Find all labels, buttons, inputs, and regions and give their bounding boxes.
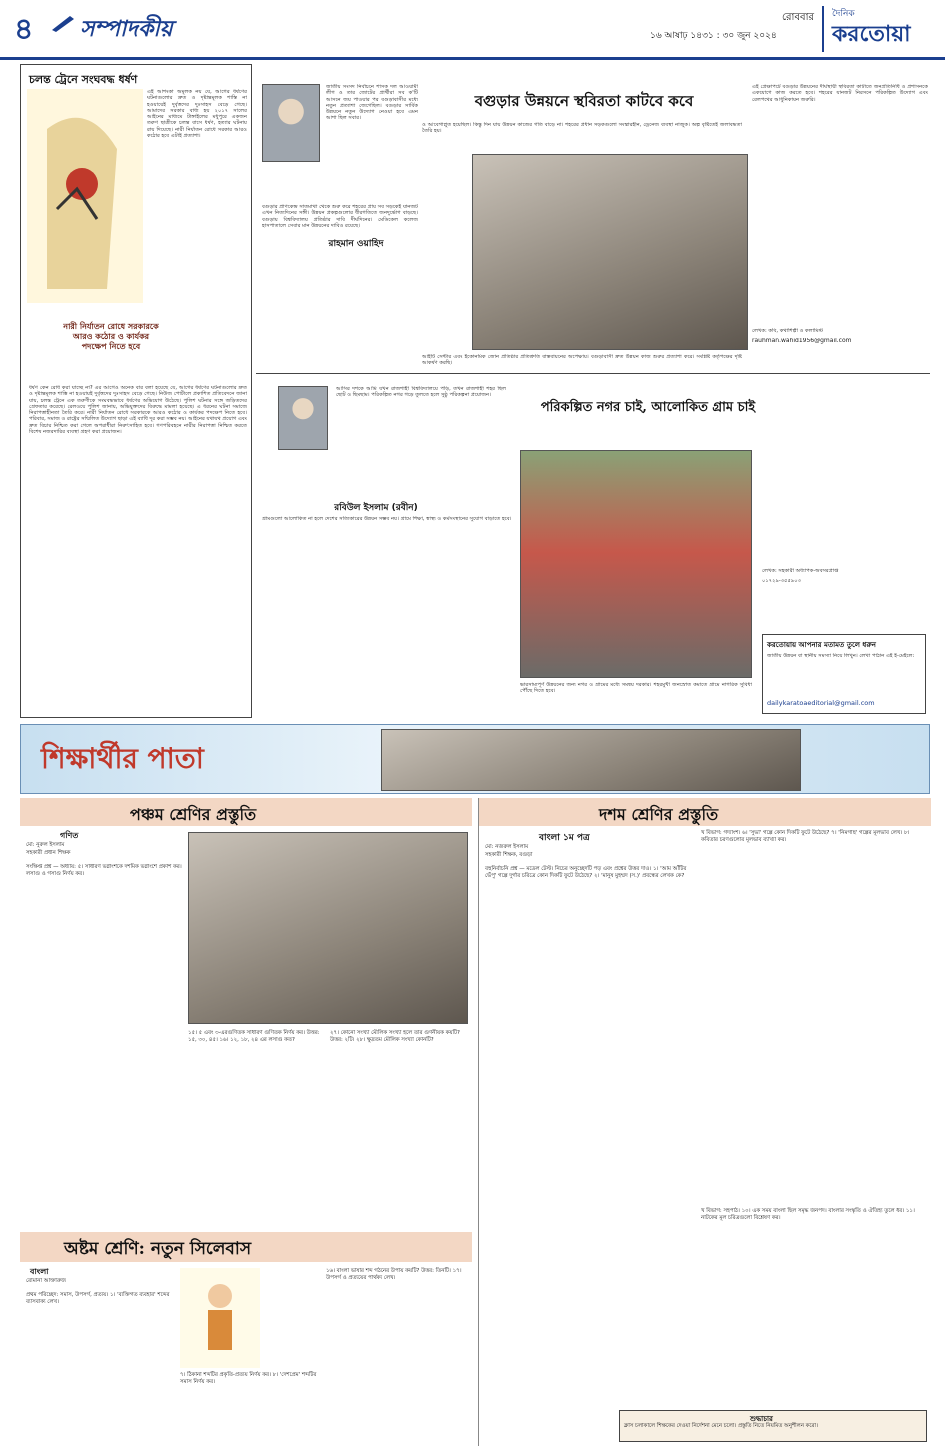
article-col-2: গ্রামগুলো আলোকিত না হলে দেশের সত্যিকারের উন্নয়ন সম্ভব নয়। গ্রামে শিক্ষা, স্বাস্থ্য ও কর্মসংস্থানের সুযোগ বাড়াতে হবে। (262, 516, 512, 522)
contact-email[interactable]: dailykaratoaeditorial@gmail.com (767, 699, 875, 707)
author-email: rauhman.wahid1956@gmail.com (752, 338, 852, 344)
class5-heading: পঞ্চম শ্রেণির প্রস্তুতি (130, 805, 257, 824)
class10-questions-2: খ বিভাগ: গদ্যাংশ। ৬। 'সুভা' গল্পে কোন দিকটি ফুটে উঠেছে? ৭। 'নিমগাছ' গল্পের মূলভাব লেখ। ৮। কবিতার চরণগুলোর মূলভাব ব্যাখ্যা কর। (701, 830, 910, 843)
page-number: ৪ (14, 12, 34, 47)
class8-questions-2: ৭। ঠিকানা শব্দটির প্রকৃতি-প্রত্যয় নির্ণয় কর। ৮। 'দেশপ্রেম' শব্দটির সমাস নির্ণয় কর। (180, 1372, 317, 1385)
class10-questions-3: খ বিভাগ: সহপাঠ। ১০। এক সময় বাংলা ছিল সমৃদ্ধ জনপদ। বাংলার সংস্কৃতি ও ঐতিহ্য তুলে ধর। ১১। নাটকের মূল চরিত্রগুলো বিশ্লেষণ কর। (701, 1208, 915, 1221)
author-photo (278, 386, 328, 450)
section-title: সম্পাদকীয় (80, 16, 173, 42)
avenue-photo (520, 450, 752, 678)
page-header (0, 0, 945, 60)
article-planned-city (256, 378, 930, 718)
article-body: ধর্ষণ কেন রোধ করা যাচ্ছে না? এর আগেও অনেক বার বলা হয়েছে যে, আগের ধর্ষণের ঘটনাগুলোর দ্রুত ও দৃষ্টান্তমূলক শাস্তি না হওয়ায়ই দুর্বৃত্তদের দুঃসাহস বেড়ে গেছে। নিউজ পোর্টালে প্রকাশিত প্রতিবেদনে জানা যায়, চলন্ত ট্রেনে এক তরুণীকে সংঘবদ্ধভাবে ধর্ষণের অভিযোগ উঠেছে। পুলিশ ঘটনার সঙ্গে জড়িতদের গ্রেফতার করেছে। রেলওয়ে পুলিশ জানায়, অভিযুক্তদের বিরুদ্ধে মামলা হয়েছে। এ ধরনের ঘটনা সমাজে নিরাপত্তাহীনতা তৈরি করে। নারী নির্যাতন রোধে সরকারকে আরও কঠোর ও কার্যকর পদক্ষেপ নিতে হবে। পরিবার, সমাজ ও রাষ্ট্রের সম্মিলিত উদ্যোগ ছাড়া এই ব্যাধি দূর করা সম্ভব নয়। আইনের যথাযথ প্রয়োগ এবং দ্রুত বিচার নিশ্চিত করা গেলে অপরাধীরা নিরুৎসাহিত হবে। গণপরিবহনে নারীর নিরাপত্তা নিশ্চিত করতে বিশেষ নজরদারির ব্যবস্থা গ্রহণ করা প্রয়োজন। (29, 385, 247, 436)
article-col-1: জাতীয় সংসদ নির্বাচনে শাসক দল আওয়ামী লীগ ও তার জোটের প্রার্থীরা সব ক'টি আসনে জয় পাওয়ার পর বগুড়াবাসীর মধ্যে নতুন প্রত্যাশা জেগেছিল। বগুড়ার সার্বিক উন্নয়নে নতুন উদ্যোগ নেওয়া হবে এমন আশা ছিল সবার। (326, 84, 418, 122)
contact-body: জাতীয় উন্নয়ন বা স্থানীয় সমস্যা নিয়ে লিখুন। লেখা পাঠান এই ই-মেইলে: (767, 653, 915, 659)
article-col-1: আসির দশকে আমি যখন রাজশাহী বিশ্ববিদ্যালয়ে পড়ি, তখন রাজশাহী শহর ছিল ছোট ও ছিমছাম। পরিকল্পিত নগর গড়ে তুলতে হলে সুষ্ঠু পরিকল্পনা প্রয়োজন। (336, 386, 506, 399)
class10-heading: দশম শ্রেণির প্রস্তুতি (599, 805, 719, 824)
class5-section (20, 798, 472, 1228)
illustration-image (27, 89, 143, 303)
article-title: চলন্ত ট্রেনে সংঘবদ্ধ ধর্ষণ (29, 73, 138, 86)
notice-body: ক্লাস চলাকালে শিক্ষকের দেওয়া নির্দেশনা মেনে চলো। প্রস্তুতি নিতে নিয়মিত অনুশীলন করো। (624, 1423, 819, 1429)
author-footer: লেখক: সহকারী অধ্যাপক-অবসরপ্রাপ্ত (762, 568, 839, 574)
banner-title: শিক্ষার্থীর পাতা (41, 742, 204, 775)
contact-title: করতোয়ায় আপনার মতামত তুলে ধরুন (767, 640, 876, 649)
article-col-4: আইটি সেন্টার এবং ইকোনমিক জোন প্রতিষ্ঠার প্রতিশ্রুতি বাস্তবায়নের অপেক্ষায়। বগুড়াবাসী দ্রুত উন্নয়ন কাজ শুরুর প্রত্যাশা করে। সংশ্লিষ্ট কর্তৃপক্ষের দৃষ্টি আকর্ষণ করছি। (422, 354, 742, 367)
weekday: রোববার (782, 12, 814, 23)
article-train-assault (20, 64, 252, 718)
author-photo (262, 84, 320, 162)
pen-icon (50, 14, 76, 32)
logo-small: দৈনিক (832, 9, 855, 19)
class5-questions-2: ১৫। ৫ এবং ৩-এরগুণিতক সাধারণ গুণিতক নির্ণয় কর। উত্তর: ১৫, ৩০, ৪৫। ১৬। ১২, ১৮, ২৪ এর লসাগু কত? (188, 1030, 320, 1043)
article-title: বগুড়ার উন্নয়নে স্থবিরতা কাটবে কবে (474, 92, 694, 110)
class8-questions-1: প্রথম পরিচ্ছেদ: সমাস, উপসর্গ, প্রত্যয়। ১। 'ব্যক্তিগত ব্যবহার' শব্দের ব্যাসবাক্য লেখ। (26, 1292, 170, 1305)
author-footer: লেখক: কবি, কথাশিল্পী ও কলামিস্ট (752, 328, 824, 334)
class10-questions-1: বহুনির্বাচনি প্রশ্ন — মডেল টেস্ট। নিচের অনুচ্ছেদটি পড় এবং প্রশ্নের উত্তর দাও। ১। 'আম আঁটির ভেঁপু' গল্পে দুর্গার চরিত্রে কোন দিকটি ফুটে উঠেছে? ২। 'মানুষ মুহম্মদ (স.)' প্রবন্ধের লেখক কে? (485, 866, 687, 879)
masthead-logo (822, 6, 940, 52)
class8-section (20, 1232, 472, 1446)
article-bogura-development (256, 64, 930, 374)
class8-questions-3: ১৬। বাংলা ভাষার শব্দ গঠনের উপায় কয়টি? উত্তর: তিনটি। ১৭। উপসর্গ ও প্রত্যয়ের পার্থক্য লেখ। (326, 1268, 462, 1281)
issue-date: ১৬ আষাঢ় ১৪৩১ : ৩০ জুন ২০২৪ (650, 31, 777, 41)
student-page-banner (20, 724, 930, 794)
notice-title: শুদ্ধাচার (750, 1414, 773, 1423)
article-col-2: বগুড়ার প্রাণকেন্দ্র সাতমাথা থেকে শুরু করে শহরের প্রায় সব সড়কেই যানজট এখন নিত্যদিনের সঙ্গী। উন্নয়ন প্রকল্পগুলোর ধীরগতিতে জনদুর্ভোগ বাড়ছে। বগুড়ায় বিশ্ববিদ্যালয় প্রতিষ্ঠার দাবি দীর্ঘদিনের। মেডিকেল কলেজ হাসপাতালে সেবার মান উন্নয়নের দাবিও রয়েছে। (262, 204, 418, 229)
cartoon-illustration (180, 1268, 260, 1368)
author-name: রবিউল ইসলাম (রবীন) (334, 503, 418, 513)
class5-subject: গণিত (60, 830, 79, 840)
author-phone: ০১৭২৯-৩৫৫৯০৩ (762, 578, 801, 584)
article-col-3: ভারসাম্যপূর্ণ উন্নয়নের জন্য নগর ও গ্রামের মধ্যে সমন্বয় দরকার। শহরমুখী জনস্রোত কমাতে গ্রামে নাগরিক সুবিধা পৌঁছে দিতে হবে। (520, 682, 752, 695)
class5-questions-1: সংক্ষিপ্ত প্রশ্ন — অধ্যায়: ৫। সাধারণ ভগ্নাংশকে দশমিক ভগ্নাংশে প্রকাশ কর। লসাগু ও গসাগু নির্ণয় কর। (26, 864, 182, 877)
class10-teacher: মো: নজরুল ইসলাম (485, 844, 529, 850)
opinion-contact-box (762, 634, 926, 714)
article-col-3: ও আবেগাপ্লুত হয়েছিল। কিন্তু দিন যায় উন্নয়ন কাজের গতি বাড়ে না। শহরের প্রধান সড়কগুলো সংস্কারহীন, ড্রেনেজ ব্যবস্থা নাজুক। অল্প বৃষ্টিতেই জলাবদ্ধতা তৈরি হয়। (422, 122, 742, 135)
students-reading-photo (188, 832, 468, 1024)
class8-subject: বাংলা (30, 1266, 49, 1276)
class5-school: সহকারী প্রধান শিক্ষক (26, 850, 71, 856)
article-intro: এই আশংকা অমূলক নয় যে, আগের ধর্ষণের ঘটনাগুলোর দ্রুত ও দৃষ্টান্তমূলক শাস্তি না হওয়ায়েই দুর্বৃত্তদের দুঃসাহস বেড়ে গেছে। আমাদের সরকার বাধ্য হয় ২০১৭ সালের আইনের মাধ্যমে টাঙ্গাইলের মধুপুরে একজন তরুণ ছাত্রীকে চলন্ত বাসে ধর্ষণ, হত্যার ঘটনায় রায় দিয়েছে। নারী নির্যাতন রোধে সরকার আরও কঠোর হবে এটাই প্রত্যাশা। (147, 89, 247, 140)
class10-school: সহকারী শিক্ষক, বগুড়া (485, 852, 533, 858)
notice-box (619, 1410, 927, 1442)
class10-section (478, 798, 930, 1446)
banner-photo (381, 729, 801, 791)
author-name: রাহমান ওয়াহিদ (328, 239, 384, 249)
class5-teacher: মো: নুরুল ইসলাম (26, 842, 65, 848)
class8-teacher: রোমানা আক্তারুজ (26, 1278, 66, 1284)
article-title: পরিকল্পিত নগর চাই, আলোকিত গ্রাম চাই (540, 400, 756, 415)
pull-quote: নারী নির্যাতন রোধে সরকারকে আরও কঠোর ও কার্যকর পদক্ষেপ নিতে হবে (63, 321, 159, 351)
class10-subject: বাংলা ১ম পত্র (539, 833, 590, 843)
logo-big: করতোয়া (832, 21, 911, 47)
article-col-5: এই প্রেক্ষাপটে বগুড়ার উন্নয়নের দীর্ঘস্থায়ী স্থবিরতা কাটাতে জনপ্রতিনিধি ও প্রশাসনকে একযোগে কাজ করতে হবে। শহরের যানজট নিরসনে পরিকল্পিত উদ্যোগ এবং রেলপথের আধুনিকায়ন জরুরি। (752, 84, 928, 103)
street-photo (472, 154, 748, 350)
class8-heading: অষ্টম শ্রেণি: নতুন সিলেবাস (64, 1239, 252, 1259)
class5-questions-3: ২৭। কোনো সংখ্যা মৌলিক সংখ্যা হলে তার গুণনীয়ক কয়টি? উত্তর: ২টি। ২৮। ক্ষুদ্রতম মৌলিক সংখ্যা কোনটি? (330, 1030, 460, 1043)
